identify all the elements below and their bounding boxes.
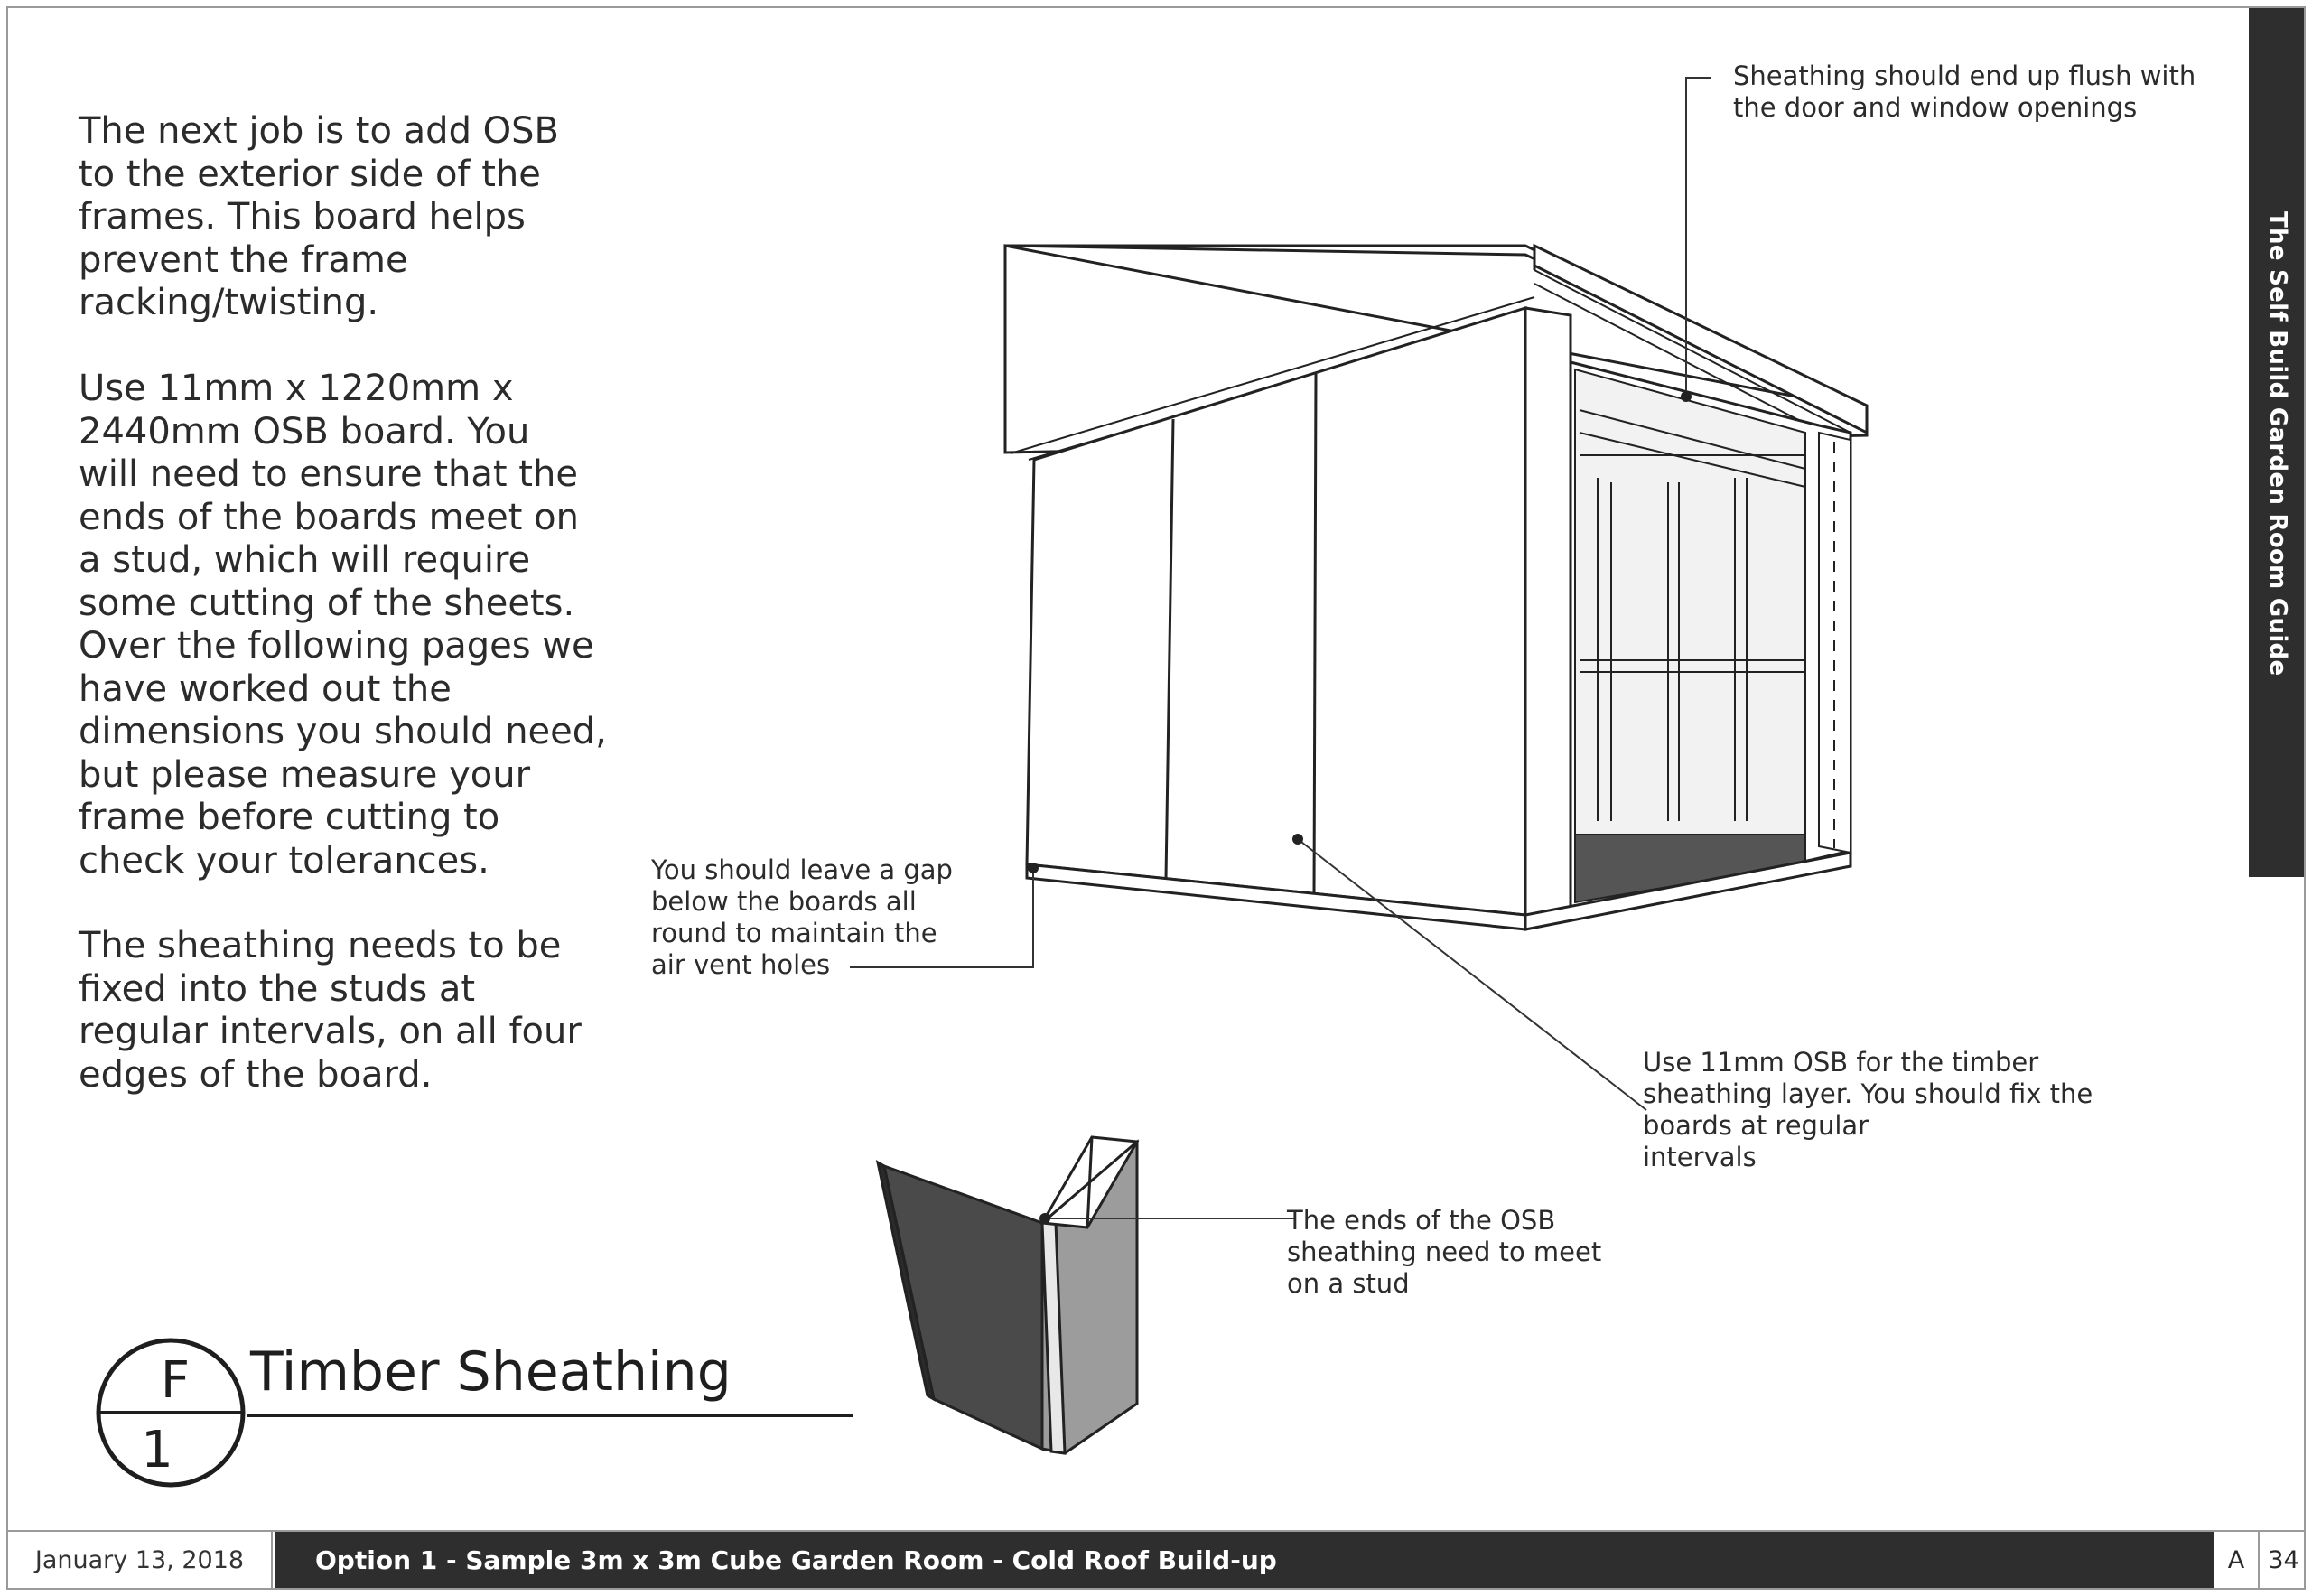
corner-post <box>1819 433 1851 853</box>
frame-opening <box>1575 369 1805 902</box>
footer-sheet-label: A <box>2214 1532 2260 1590</box>
footer <box>8 1530 2306 1590</box>
guide-title: The Self Build Garden Room Guide <box>2264 211 2291 677</box>
callout-flush-openings: Sheathing should end up flush with the door and window openings <box>1733 61 2196 123</box>
callout-vent-gap: You should leave a gap below the boards all round to maintain the air vent holes <box>651 854 953 980</box>
section-number: 1 <box>141 1421 173 1479</box>
footer-project-title: Option 1 - Sample 3m x 3m Cube Garden Room - Cold Roof Build-up <box>315 1545 1277 1575</box>
page-frame <box>6 6 2306 1590</box>
intro-paragraph-3: The sheathing needs to be fixed into the studs at regular intervals, on all four edges of the board. <box>79 925 582 1096</box>
intro-paragraph-1: The next job is to add OSB to the exterior side of the frames. This board helps prevent the frame racking/twisting. <box>79 110 559 323</box>
intro-paragraph-2: Use 11mm x 1220mm x 2440mm OSB board. You will need to ensure that the ends of the boards meet on a stud, which will require some cutting of the sheets. Over the following pages we have worked out the dimensions you should need, but please measure your frame before cutting to check your tolerances. <box>79 368 607 882</box>
section-title-underline <box>247 1414 853 1417</box>
stud-detail <box>878 1137 1137 1453</box>
building-illustration <box>8 8 2306 1526</box>
callout-osb-thickness: Use 11mm OSB for the timber sheathing layer. You should fix the boards at regular intervals <box>1643 1047 2093 1172</box>
section-letter: F <box>160 1351 191 1410</box>
footer-date: January 13, 2018 <box>8 1532 273 1590</box>
section-title: Timber Sheathing <box>250 1340 732 1404</box>
callout-board-ends: The ends of the OSB sheathing need to meet on a stud <box>1287 1205 1602 1299</box>
section-badge <box>94 1336 247 1489</box>
footer-page-number: 34 <box>2268 1546 2299 1574</box>
